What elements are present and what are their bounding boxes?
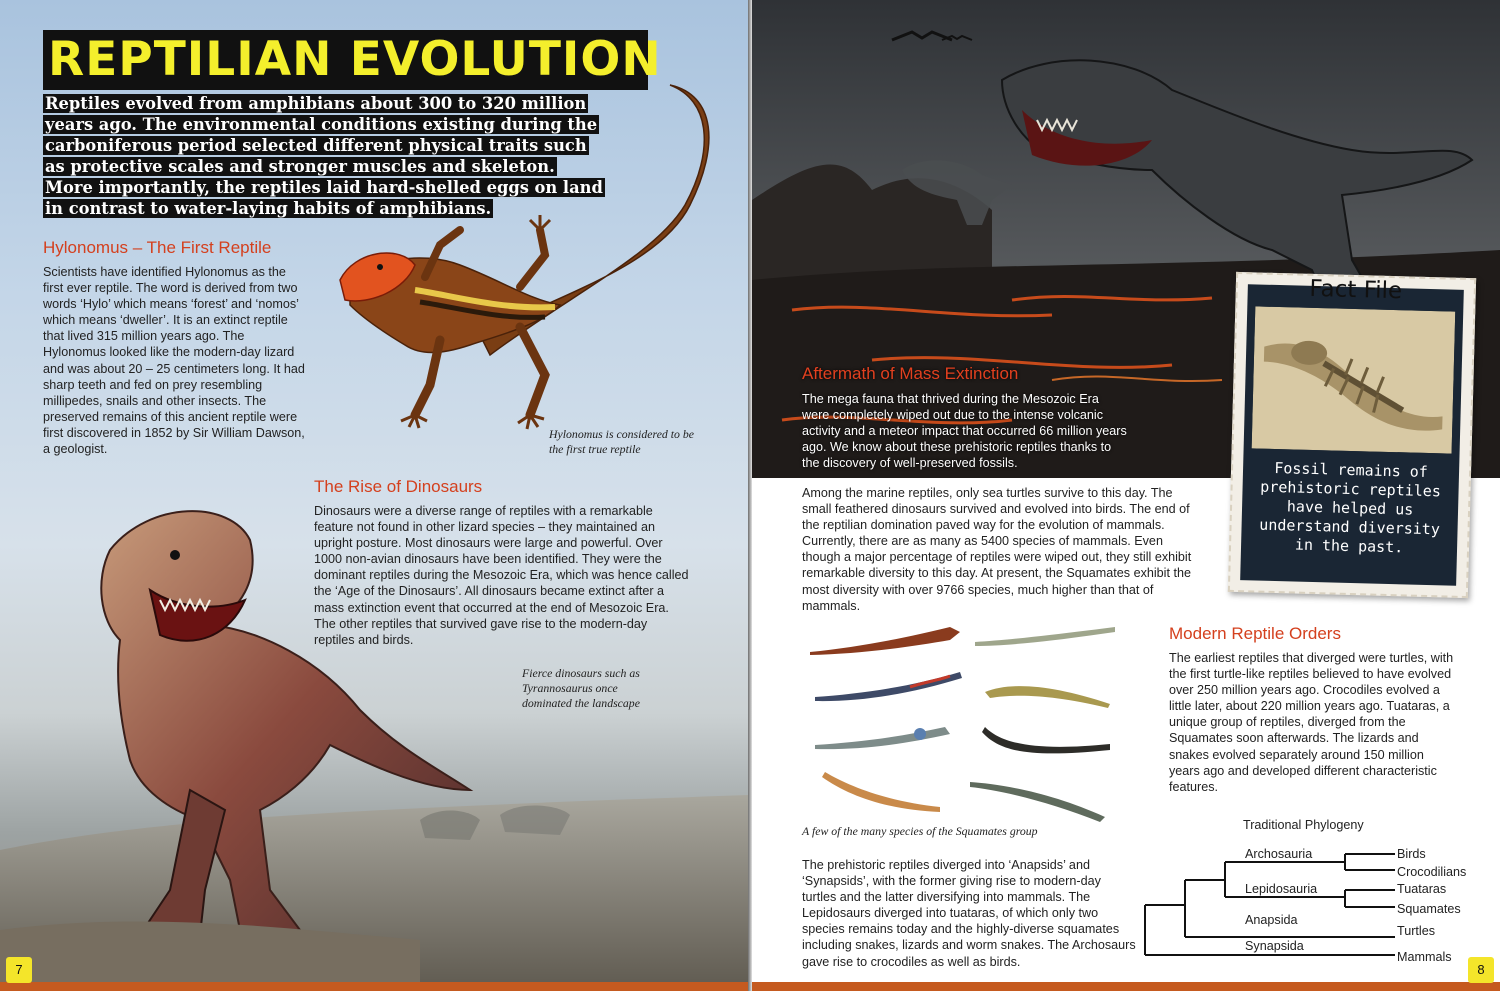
- left-page: [0, 0, 748, 991]
- lizard-2: [975, 627, 1115, 646]
- rise-of-dinosaurs-body: Dinosaurs were a diverse range of reptiles with a remarkable feature not found in other lizard species – they maintained an upright posture. Most dinosaurs were large and powerful. Over 1000 non-avian dinosaurs have been identified. They were the dominant reptiles during the Mesozoic Era, which was hence called the ‘Age of the Dinosaurs’. All dinosaurs became extinct after a mass extinction event that occurred at the end of Mesozoic Era. The other reptiles that survived gave rise to the modern-day reptiles and birds.: [314, 504, 689, 647]
- lizard-8: [970, 782, 1105, 822]
- fossil-photo: [1252, 306, 1456, 453]
- lizard-1: [810, 627, 960, 655]
- lizard-5: [815, 727, 950, 749]
- left-footer-bar: [0, 982, 748, 991]
- aftermath-heading: Aftermath of Mass Extinction: [802, 364, 1019, 383]
- leaf-squamates: Squamates: [1397, 902, 1461, 916]
- leaf-birds: Birds: [1397, 847, 1426, 861]
- modern-reptile-orders-body: The earliest reptiles that diverged were turtles, with the first turtle-like reptiles believed to have evolved over 250 million years ago. Crocodiles evolved a little later, about 220 million years ago. Tuataras, a unique group of reptiles, diverged from the Squamates soon afterwards. The lizards and snakes evolved separately around 150 million years ago and developed different characteristic features.: [1169, 651, 1454, 794]
- intro-text: Reptiles evolved from amphibians about 300 to 320 million years ago. The environmental conditions existing during the carboniferous period selected different physical traits such as protective scales and stronger muscles and skeleton. More importantly, the reptiles laid hard-shelled eggs on land in contrast to water-laying habits of amphibians.: [45, 94, 603, 218]
- clade-lepidosauria: Lepidosauria: [1245, 882, 1318, 896]
- page-number-left: 7: [6, 957, 32, 983]
- squamates-caption: A few of the many species of the Squamates group: [802, 824, 1038, 838]
- lizard-7: [822, 772, 940, 812]
- prehistoric-reptiles-body: The prehistoric reptiles diverged into ‘Anapsids’ and ‘Synapsids’, with the former giving rise to modern-day turtles and the latter diversifying into mammals. The Lepidosaurs diverged into tuataras, of which only two species remains today and the highly-diverse squamates including snakes, lizards and worm snakes. The Archosaurs gave rise to crocodiles as well as birds.: [802, 858, 1136, 969]
- hylonomus-heading: Hylonomus – The First Reptile: [43, 238, 272, 257]
- modern-reptile-orders-heading: Modern Reptile Orders: [1169, 624, 1341, 643]
- leaf-mammals: Mammals: [1397, 950, 1452, 964]
- leaf-crocodilians: Crocodilians: [1397, 865, 1467, 879]
- phylogeny-title: Traditional Phylogeny: [1243, 818, 1364, 832]
- intro-paragraph: [43, 93, 603, 219]
- leaf-tuataras: Tuataras: [1397, 882, 1447, 896]
- right-footer-bar: [752, 982, 1500, 991]
- clade-anapsida: Anapsida: [1245, 913, 1298, 927]
- marine-reptiles-body: Among the marine reptiles, only sea turtles survive to this day. The small feathered dinosaurs survived and evolved into birds. The end of the reptilian domination paved way for the evolution of mammals. Currently, there are as many as 5400 species of mammals. Even though a major percentage of reptiles were wiped out, they still exhibit remarkable diversity to this day. At present, the Squamates exhibit the most diversity with over 9766 species, much higher than that of mammals.: [802, 486, 1192, 613]
- fact-file-title: Fact File: [1309, 275, 1403, 305]
- clade-synapsida: Synapsida: [1245, 939, 1304, 953]
- aftermath-body: The mega fauna that thrived during the Mesozoic Era were completely wiped out due to the intense volcanic activity and a meteor impact that occurred 66 million years ago. We know about these prehistoric reptiles thanks to the discovery of well-preserved fossils.: [802, 392, 1127, 471]
- squamates-photos: [800, 612, 1120, 827]
- page-title: REPTILIAN EVOLUTION: [48, 32, 662, 87]
- lizard-4: [985, 686, 1110, 708]
- tyrannosaurus-caption: Fierce dinosaurs such as Tyrannosaurus once dominated the landscape: [522, 666, 640, 710]
- rise-of-dinosaurs-heading: The Rise of Dinosaurs: [314, 477, 483, 496]
- hylonomus-body: Scientists have identified Hylonomus as the first ever reptile. The word is derived from two words ‘Hylo’ which means ‘forest’ and ‘nomos’ which means ‘dweller’. It is an extinct reptile that lived 315 million years ago. The Hylonomus looked like the modern-day lizard and was about 20 – 25 centimeters long. It had sharp teeth and fed on prey resembling millipedes, snails and other insects. The preserved remains of this ancient reptile were first discovered in 1852 by Sir William Dawson, a geologist.: [43, 265, 305, 457]
- lizard-6: [982, 727, 1110, 753]
- fact-file-card: [1228, 272, 1476, 598]
- leaf-turtles: Turtles: [1397, 924, 1436, 938]
- page-number-right: 8: [1468, 957, 1494, 983]
- clade-archosauria: Archosauria: [1245, 847, 1313, 861]
- lizard-3: [815, 672, 962, 701]
- hylonomus-caption: Hylonomus is considered to be the first true reptile: [549, 427, 695, 456]
- fact-file-text: Fossil remains of prehistoric reptiles have helped us understand diversity in the past.: [1259, 458, 1442, 557]
